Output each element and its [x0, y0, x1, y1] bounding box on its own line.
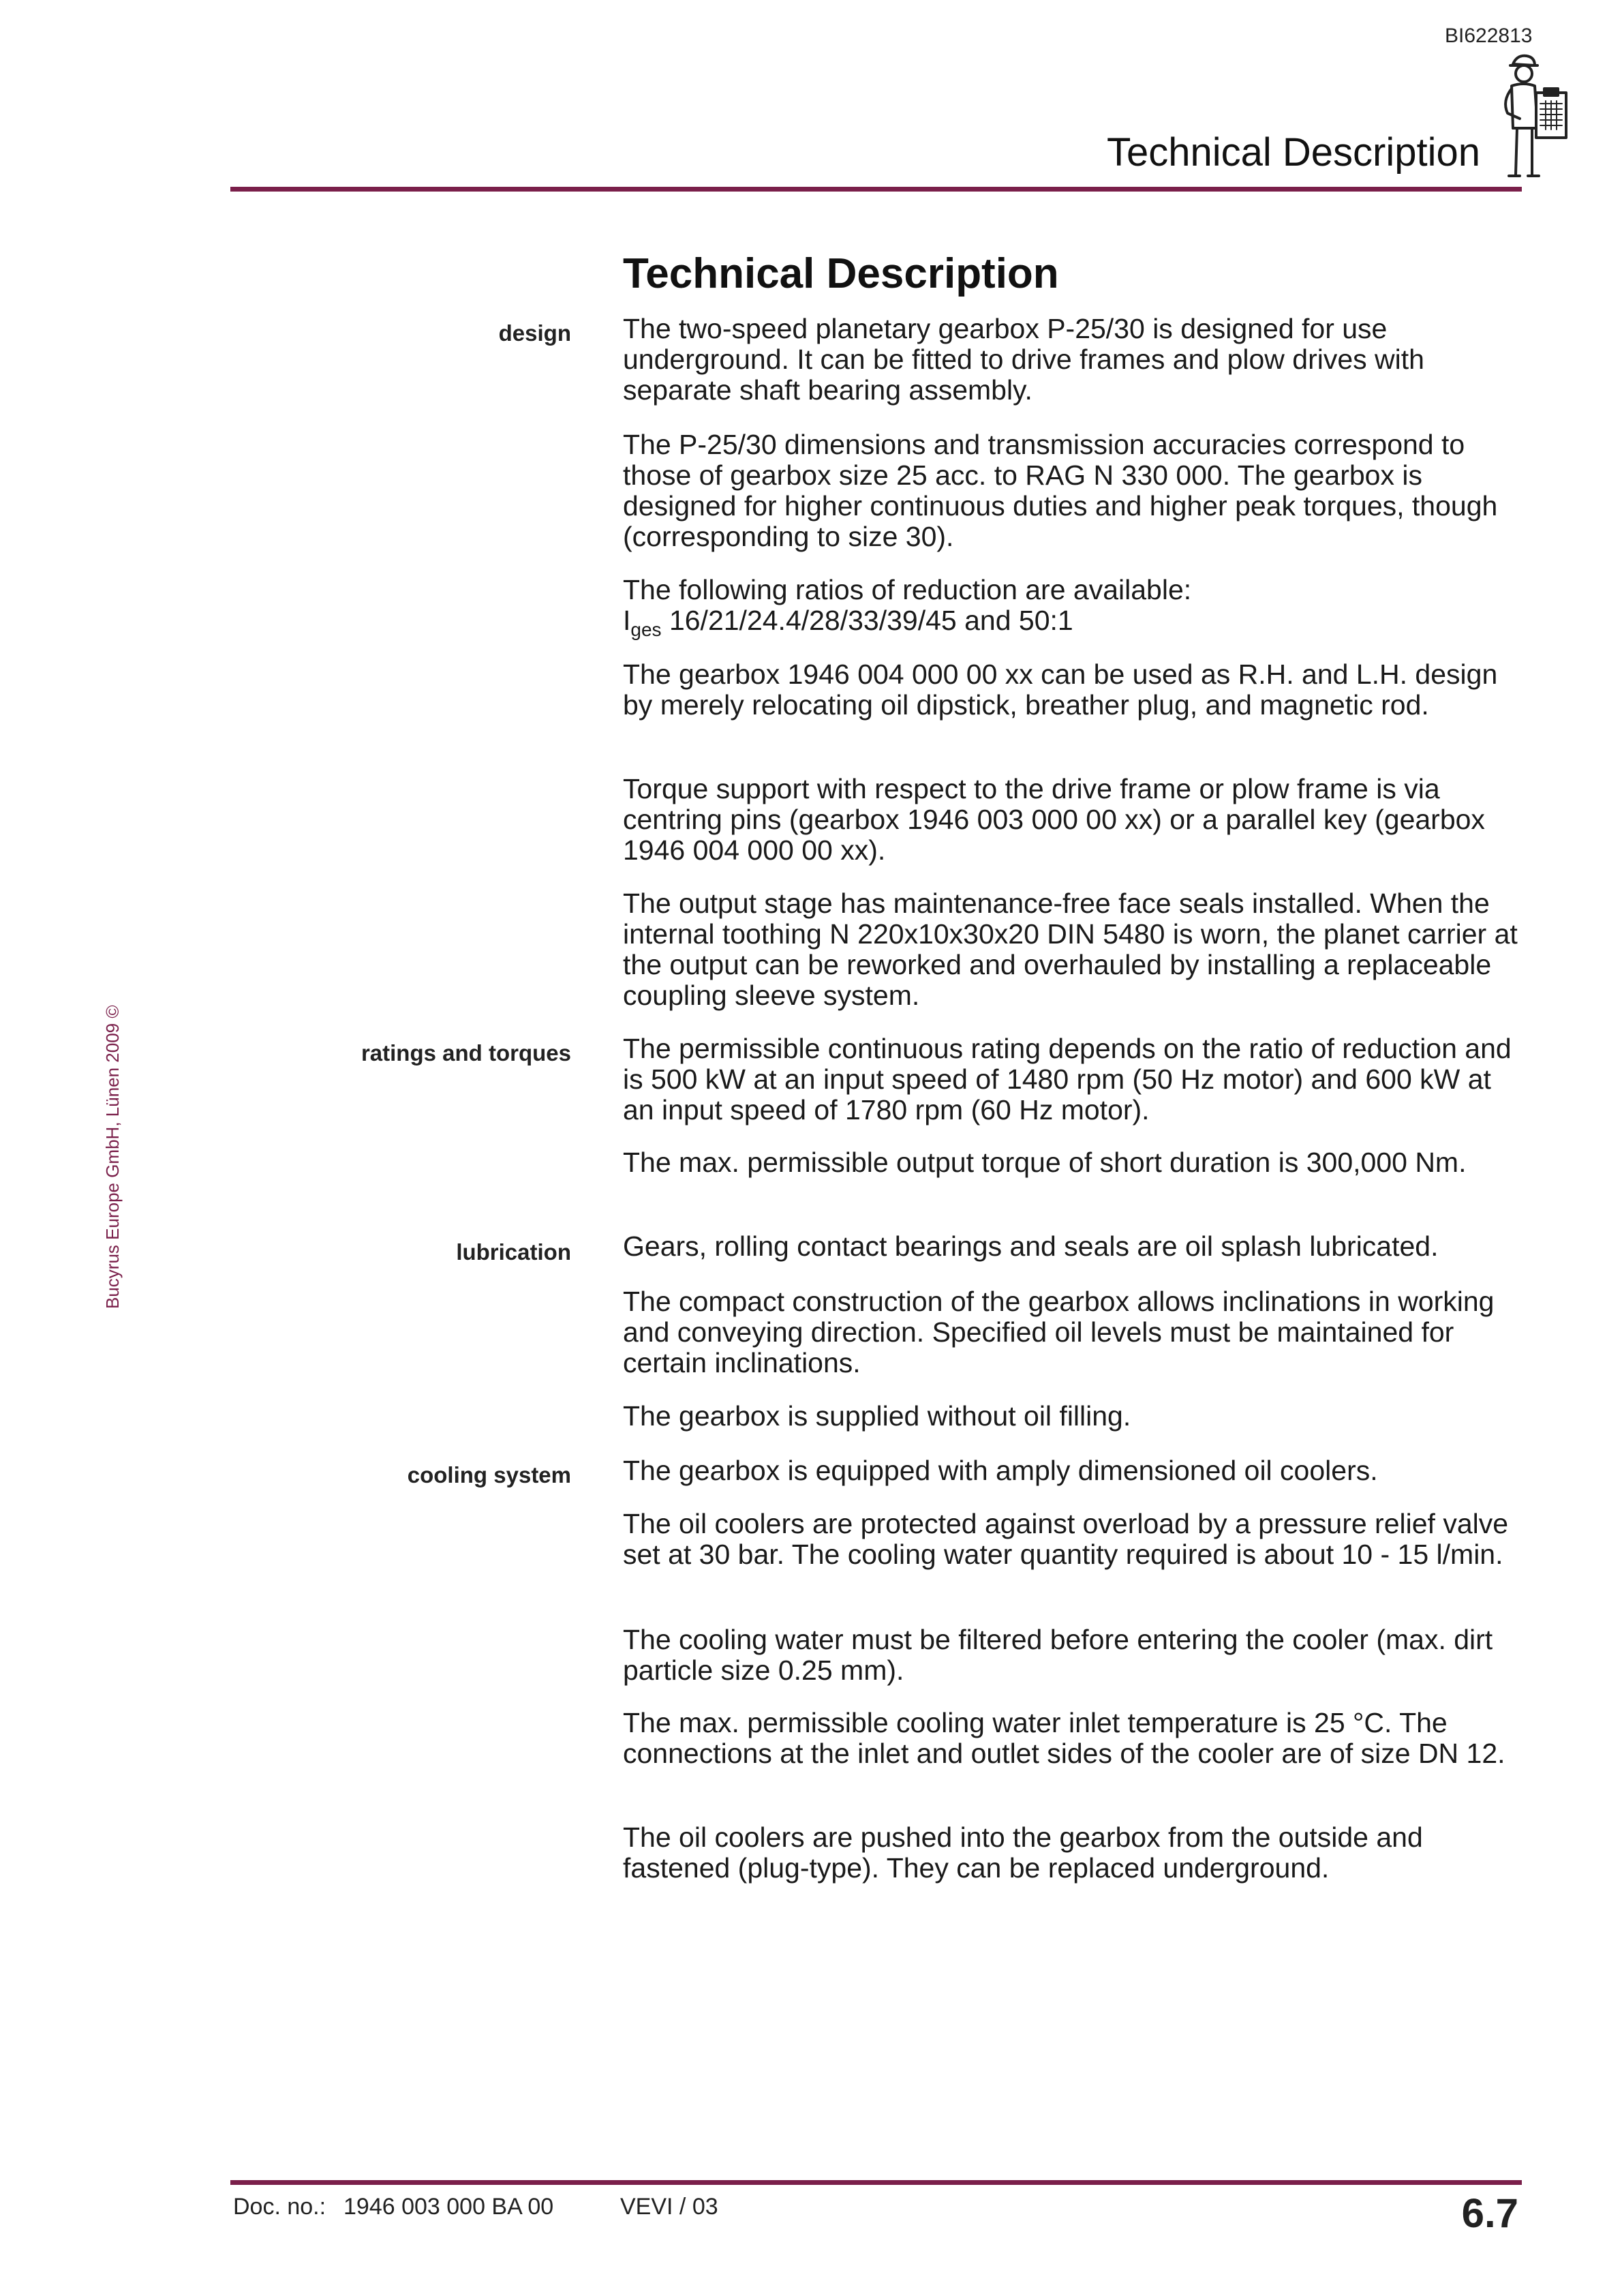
paragraph: The compact construction of the gearbox allows inclinations in working and conveying direction. Specified oil levels must be maintained for certain inclinations.: [623, 1286, 1495, 1378]
footer-doc-number: 1946 003 000 BA 00: [343, 2194, 554, 2220]
section-label-cooling-system: cooling system: [407, 1462, 571, 1487]
paragraph: Gears, rolling contact bearings and seals are oil splash lubricated.: [623, 1230, 1439, 1262]
paragraph: Torque support with respect to the drive frame or plow frame is via centring pins (gearbox 1946 003 000 00 xx) or a parallel key (gearbox 1946 004 000 00 xx).: [623, 773, 1485, 866]
page-heading: Technical Description: [623, 250, 1059, 297]
footer-rule: [230, 2180, 1522, 2185]
paragraph: The permissible continuous rating depends on the ratio of reduction and is 500 kW at an input speed of 1480 rpm (50 Hz motor) and 600 kW at an input speed of 1780 rpm (60 Hz motor).: [623, 1033, 1512, 1126]
paragraph: The P-25/30 dimensions and transmission accuracies correspond to those of gearbox size 25 acc. to RAG N 330 000. The gearbox is designed for higher continuous duties and higher peak torques, though (corresponding to size 30).: [623, 429, 1498, 552]
footer-version: VEVI / 03: [620, 2194, 718, 2220]
ratio-subscript: ges: [630, 619, 662, 641]
paragraph: The max. permissible cooling water inlet temperature is 25 °C. The connections at the inlet and outlet sides of the cooler are of size DN 12.: [623, 1707, 1505, 1769]
copyright-notice: Bucyrus Europe GmbH, Lünen 2009 ©: [102, 1005, 123, 1309]
document-id: BI622813: [1445, 25, 1533, 47]
paragraph: The gearbox is equipped with amply dimensioned oil coolers.: [623, 1455, 1378, 1486]
ratio-block: [623, 574, 1529, 641]
footer-doc-label: Doc. no.:: [233, 2194, 326, 2220]
worker-with-clipboard-icon: [1493, 53, 1574, 183]
paragraph: The following ratios of reduction are available:: [623, 574, 1192, 605]
paragraph: The cooling water must be filtered before entering the cooler (max. dirt particle size 0.25 mm).: [623, 1624, 1493, 1686]
page-number: 6.7: [1461, 2190, 1518, 2236]
ratio-line: [623, 605, 1529, 641]
paragraph: The gearbox 1946 004 000 00 xx can be used as R.H. and L.H. design by merely relocating oil dipstick, breather plug, and magnetic rod.: [623, 659, 1498, 721]
paragraph: The output stage has maintenance-free face seals installed. When the internal toothing N 220x10x30x20 DIN 5480 is worn, the planet carrier at the output can be reworked and overhauled by installing a replaceable coupling sleeve system.: [623, 888, 1518, 1011]
paragraph: The two-speed planetary gearbox P-25/30 is designed for use underground. It can be fitted to drive frames and plow drives with separate shaft bearing assembly.: [623, 313, 1424, 406]
paragraph: The oil coolers are protected against overload by a pressure relief valve set at 30 bar. The cooling water quantity required is about 10 - 15 l/min.: [623, 1508, 1509, 1570]
paragraph: The oil coolers are pushed into the gearbox from the outside and fastened (plug-type). They can be replaced underground.: [623, 1822, 1423, 1884]
header-title: Technical Description: [1106, 130, 1480, 175]
section-label-design: design: [498, 320, 571, 346]
ratio-values: 16/21/24.4/28/33/39/45 and 50:1: [661, 605, 1073, 636]
paragraph: The gearbox is supplied without oil filling.: [623, 1400, 1131, 1432]
section-label-lubrication: lubrication: [456, 1239, 571, 1265]
section-label-ratings-and-torques: ratings and torques: [361, 1040, 571, 1066]
header-rule: [230, 187, 1522, 192]
paragraph: The max. permissible output torque of short duration is 300,000 Nm.: [623, 1147, 1467, 1178]
ratio-symbol: I: [623, 605, 631, 636]
